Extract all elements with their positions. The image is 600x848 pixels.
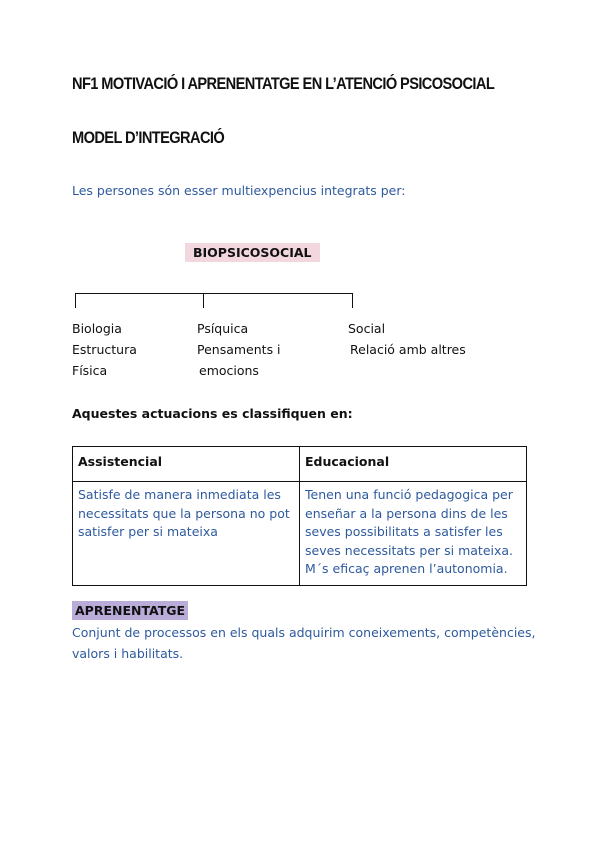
section-title: MODEL D’INTEGRACIÓ: [72, 128, 225, 147]
header-educacional: Educacional: [300, 447, 527, 482]
branch-line: Biologia: [72, 321, 122, 336]
tree-horizontal-line: [75, 293, 353, 294]
classification-table: [72, 446, 527, 586]
cell-line: Satisfe de manera inmediata les: [78, 487, 281, 502]
document-title: NF1 MOTIVACIÓ I APRENENTATGE EN L’ATENCIÓ PSICOSOCIAL: [72, 74, 495, 93]
branch-line: Social: [348, 321, 386, 336]
tree-branch-left: [75, 293, 76, 308]
branch-social: [348, 318, 466, 360]
cell-line: M´s eficaç aprenen l’autonomia.: [305, 561, 508, 576]
header-assistencial: Assistencial: [73, 447, 300, 482]
aprenentatge-highlight: APRENENTATGE: [72, 601, 188, 620]
cell-assistencial: [73, 482, 300, 586]
cell-line: satisfer per si mateixa: [78, 524, 218, 539]
cell-line: Tenen una funció pedagogica per: [305, 487, 513, 502]
branch-line: emocions: [199, 363, 259, 378]
cell-line: enseñar a la persona dins de les: [305, 505, 508, 521]
aprenentatge-definition: [72, 622, 535, 664]
branch-line: Estructura: [72, 342, 137, 357]
cell-line: necessitats que la persona no pot: [78, 505, 290, 521]
intro-text: Les persones són esser multiexpencius integrats per:: [72, 183, 406, 198]
definition-line: valors i habilitats.: [72, 646, 184, 661]
branch-line: Relació amb altres: [350, 342, 466, 357]
biopsicosocial-label: [185, 242, 320, 263]
biopsicosocial-highlight: BIOPSICOSOCIAL: [185, 243, 320, 262]
table-row: [73, 482, 527, 586]
cell-educacional: [300, 482, 527, 586]
aprenentatge-label: [72, 600, 188, 621]
tree-branch-middle: [203, 293, 204, 308]
branch-biologia: [72, 318, 137, 381]
branch-line: Psíquica: [197, 321, 249, 336]
branch-line: Pensaments i: [197, 342, 281, 357]
tree-branch-right: [352, 293, 353, 308]
definition-line: Conjunt de processos en els quals adquirim coneixements, competències,: [72, 625, 536, 640]
branch-psiquica: [197, 318, 281, 381]
cell-line: seves necessitats per si mateixa.: [305, 542, 514, 558]
table-header-row: [73, 447, 527, 482]
branch-line: Física: [72, 363, 108, 378]
cell-line: seves possibilitats a satisfer les: [305, 524, 503, 539]
classification-intro: Aquestes actuacions es classifiquen en:: [72, 406, 353, 421]
